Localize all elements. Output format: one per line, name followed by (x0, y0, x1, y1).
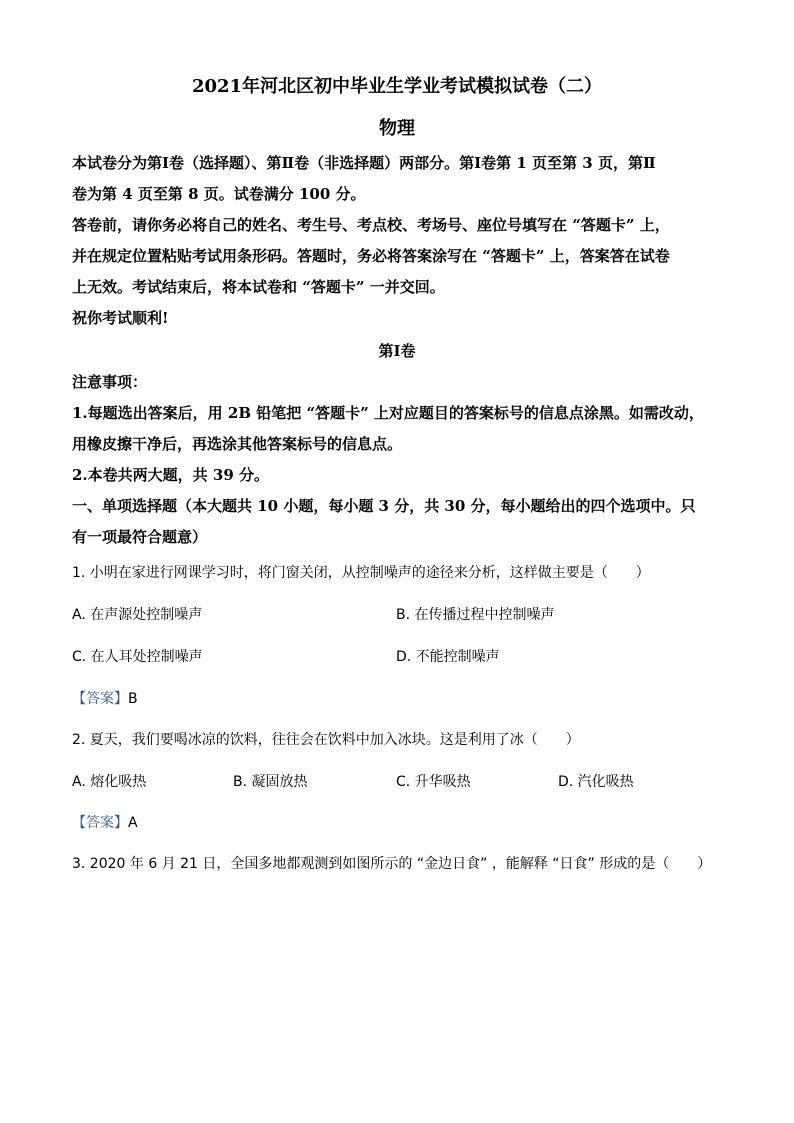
question-3-stem: 3. 2020 年 6 月 21 日，全国多地都观测到如图所示的 “金边日食” ，能解释 “日食” 形成的是（ ） (72, 856, 712, 872)
q1-option-a: A. 在声源处控制噪声 (72, 607, 203, 623)
notice-2: 2.本卷共两大题，共 39 分。 (72, 466, 269, 484)
question-1-stem: 1. 小明在家进行网课学习时，将门窗关闭，从控制噪声的途径来分析，这样做主要是（ ） (72, 565, 650, 581)
intro-line-4: 并在规定位置粘贴考试用条形码。答题时，务必将答案涂写在 “答题卡” 上，答案答在试卷 (72, 247, 670, 265)
q1-answer (72, 688, 138, 708)
answer-value: A (128, 815, 138, 831)
part1-instructions-b: 有一项最符合题意） (72, 528, 208, 546)
intro-line-2: 卷为第 4 页至第 8 页。试卷满分 100 分。 (72, 185, 366, 203)
question-2-stem: 2. 夏天，我们要喝冰凉的饮料，往往会在饮料中加入冰块。这是利用了冰（ ） (72, 732, 580, 748)
subject-title: 物理 (379, 118, 415, 139)
answer-label: 【答案】 (72, 691, 128, 707)
q1-option-c: C. 在人耳处控制噪声 (72, 649, 203, 665)
q2-answer (72, 812, 138, 832)
notice-1b: 用橡皮擦干净后，再选涂其他答案标号的信息点。 (72, 435, 403, 453)
q2-option-b: B. 凝固放热 (233, 774, 308, 790)
intro-line-3: 答卷前，请你务必将自己的姓名、考生号、考点校、考场号、座位号填写在 “答题卡” 上， (72, 216, 670, 234)
part1-instructions-a: 一、单项选择题（本大题共 10 小题，每小题 3 分，共 30 分，每小题给出的四个选项中。只 (72, 497, 696, 515)
section-heading: 第Ⅰ卷 (378, 342, 416, 360)
exam-title: 2021年河北区初中毕业生学业考试模拟试卷（二） (191, 76, 603, 97)
q2-option-a: A. 熔化吸热 (72, 774, 147, 790)
q2-option-d: D. 汽化吸热 (558, 774, 634, 790)
answer-value: B (128, 691, 138, 707)
notice-title: 注意事项： (72, 373, 148, 391)
intro-line-5: 上无效。考试结束后，将本试卷和 “答题卡” 一并交回。 (72, 278, 445, 296)
notice-1a: 1.每题选出答案后，用 2B 铅笔把 “答题卡” 上对应题目的答案标号的信息点涂黑。如需改动， (72, 404, 704, 422)
answer-label: 【答案】 (72, 815, 128, 831)
intro-line-6: 祝你考试顺利! (72, 309, 169, 327)
q1-option-b: B. 在传播过程中控制噪声 (396, 607, 555, 623)
intro-line-1: 本试卷分为第Ⅰ卷（选择题）、第Ⅱ卷（非选择题）两部分。第Ⅰ卷第 1 页至第 3 页，第Ⅱ (72, 154, 656, 172)
q1-option-d: D. 不能控制噪声 (396, 649, 500, 665)
q2-option-c: C. 升华吸热 (396, 774, 471, 790)
